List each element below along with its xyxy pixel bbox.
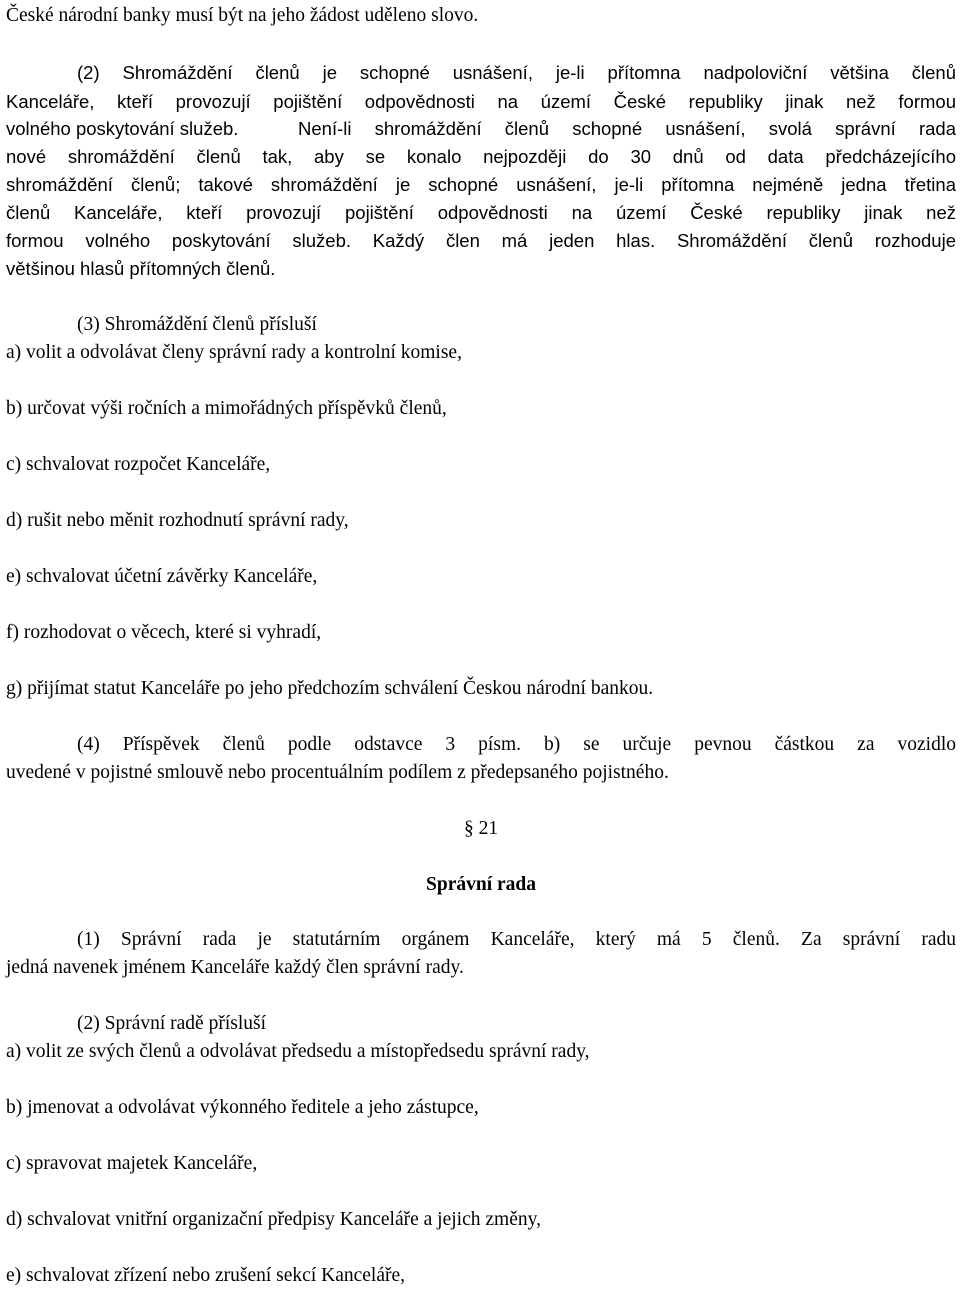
list-item: b) určovat výši ročních a mimořádných příspěvků členů, bbox=[6, 398, 447, 419]
paragraph-line: nové shromáždění členů tak, aby se konalo nejpozději do 30 dnů od data předcházejícího bbox=[6, 146, 956, 167]
text-line: České národní banky musí být na jeho žádost uděleno slovo. bbox=[6, 5, 479, 26]
list-item: a) volit ze svých členů a odvolávat předsedu a místopředsedu správní rady, bbox=[6, 1041, 590, 1062]
paragraph-line: většinou hlasů přítomných členů. bbox=[6, 258, 276, 279]
list-item: c) schvalovat rozpočet Kanceláře, bbox=[6, 454, 271, 475]
list-item: c) spravovat majetek Kanceláře, bbox=[6, 1153, 258, 1174]
list-item: a) volit a odvolávat členy správní rady a kontrolní komise, bbox=[6, 342, 462, 363]
section-title: Správní rada bbox=[426, 874, 536, 895]
list-item: d) rušit nebo měnit rozhodnutí správní rady, bbox=[6, 510, 349, 531]
list-item: e) schvalovat účetní závěrky Kanceláře, bbox=[6, 566, 318, 587]
list-item: d) schvalovat vnitřní organizační předpisy Kanceláře a jejich změny, bbox=[6, 1209, 541, 1230]
list-item: g) přijímat statut Kanceláře po jeho předchozím schválení Českou národní bankou. bbox=[6, 678, 654, 699]
paragraph-line: (4) Příspěvek členů podle odstavce 3 písm. b) se určuje pevnou částkou za vozidlo bbox=[77, 734, 956, 755]
list-item: e) schvalovat zřízení nebo zrušení sekcí Kanceláře, bbox=[6, 1265, 406, 1286]
paragraph-line: (2) Shromáždění členů je schopné usnášení, je-li přítomna nadpoloviční většina členů bbox=[77, 62, 956, 83]
paragraph-line: jedná navenek jménem Kanceláře každý člen správní rady. bbox=[6, 957, 464, 978]
section-intro: (2) Správní radě přísluší bbox=[77, 1013, 267, 1034]
paragraph-line: shromáždění členů; takové shromáždění je schopné usnášení, je-li přítomna nejméně jedna třetina bbox=[6, 174, 956, 195]
list-item: b) jmenovat a odvolávat výkonného ředitele a jeho zástupce, bbox=[6, 1097, 479, 1118]
paragraph-line: Kanceláře, kteří provozují pojištění odpovědnosti na území České republiky jinak než formou bbox=[6, 91, 956, 112]
section-intro: (3) Shromáždění členů přísluší bbox=[77, 314, 317, 335]
paragraph-line: formou volného poskytování služeb. Každý člen má jeden hlas. Shromáždění členů rozhoduje bbox=[6, 230, 956, 251]
list-item: f) rozhodovat o věcech, které si vyhradí, bbox=[6, 622, 322, 643]
paragraph-line: členů Kanceláře, kteří provozují pojištění odpovědnosti na území České republiky jinak než bbox=[6, 202, 956, 223]
paragraph-line: Není-li shromáždění členů schopné usnášení, svolá správní rada bbox=[298, 118, 956, 139]
paragraph-line: uvedené v pojistné smlouvě nebo procentuálním podílem z předepsaného pojistného. bbox=[6, 762, 669, 783]
section-number: § 21 bbox=[463, 818, 499, 839]
paragraph-line: (1) Správní rada je statutárním orgánem Kanceláře, který má 5 členů. Za správní radu bbox=[77, 929, 956, 950]
paragraph-line: volného poskytování služeb. bbox=[6, 118, 239, 139]
